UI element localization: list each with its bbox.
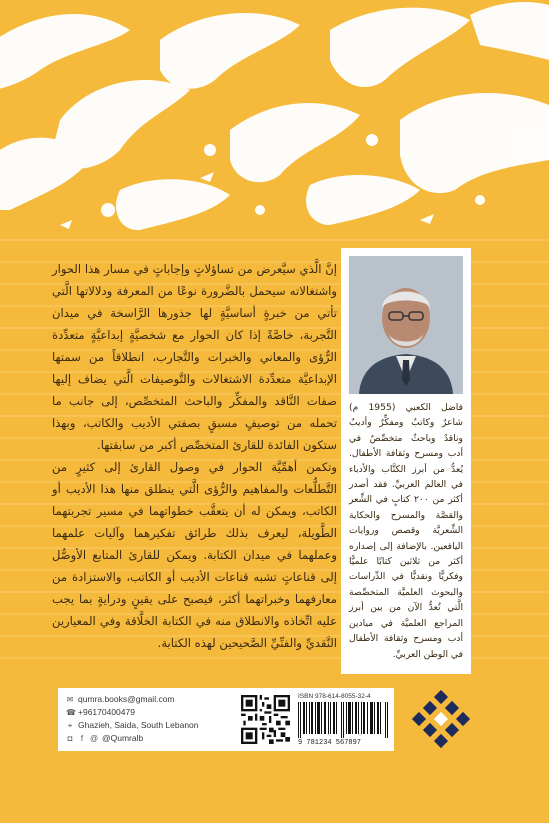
publisher-logo-icon [408,690,474,756]
author-photo [349,256,463,394]
instagram-icon: ◘ [67,733,73,743]
email-icon: ✉ [66,694,74,704]
at-icon: @ [90,733,99,743]
phone-text: +96170400479 [78,707,135,717]
author-bio: فاضل الكعبي (1955 م) شاعرٌ وكاتبٌ ومفكِّرٌ وأديبٌ وناقدٌ وباحثٌ متخصِّصٌ في أدب ومسرح وثقافة الأطفال. يُعدُّ من أبرز الكتَّاب والأدباء في العالم العربيِّ. فقد أصدر أكثر من ٢٠٠ كتابٍ في الشِّعر والقصَّة والمسرح والحكاية الشِّعريَّة وقصص وروايات اليافعين. بالإضافة إلى إصداره أكثر من ثلاثين كتابًا علميًّا وفكريًّا ونقديًّا في الدِّراسات والبحوث العلميَّة المتخصِّصة الَّتي تُعدُّ الآن من بين أبرز المراجع العلميَّة في ميادين أدب ومسرح وثقافة الأطفال في الوطن العربيِّ. [349,402,463,660]
barcode [298,702,388,738]
contact-address-row [66,719,216,732]
paragraph-2: وتكمن أهمِّيَّة الحوار في وصول القارئ إلى كثيرٍ من التَّطلُّعات والمفاهيم والرُّؤى الَّتي ينطلق منها هذا الأديب أو الكاتب، ويمكن له أن يتعقَّب خطواتهما في مسير تجربتهما الطَّويلة، ليعرف بذلك طرائق تفكيرهما وآليات علمهما وعملهما في ميدان الكتابة. ويمكن للقارئ المتابع الأوصُّل إلى قناعاتٍ تشبه قناعات الأديب أو الكاتب، والاستزادة من معارفهما وخبراتهما أكثر، فيصبح على يقينٍ ودرايةٍ بما يجب عليه اتِّخاذه والانطلاق منه في الكتابة الخلَّاقة وفي المعيارين النَّقديِّ والفنِّيِّ الصَّحيحين لهذه الكتابة. [52,460,337,650]
location-icon: ⌖ [67,720,73,730]
contact-phone-row[interactable] [66,706,216,719]
address-text: Ghazieh, Saida, South Lebanon [78,720,199,730]
contact-info [66,693,216,745]
phone-icon: ☎ [66,707,76,717]
paragraph-1: إنَّ الَّذي سيَّعرض من تساؤلاتٍ وإجاباتٍ في مسار هذا الحوار واشتغالاته سيحمل بالضَّرورة نوعًا من المعرفة ودلالاتها الَّتي تأتي من خبرةٍ أساسيَّةٍ لها جذورها الرَّاسخة في ميدان التَّجربة، خاصَّةً إذا كان الحوار مع شخصيَّةٍ إبداعيَّةٍ متعدِّدة الرُّؤى والمعاني والخبرات والتَّجارب، انطلاقاً من سمتها الإبداعيَّة متعدِّدة الاشتغالات والتَّوصيفات الَّتي يضاف إليها صفات النَّاقد والمفكِّر والباحث المتخصِّص، إلى جانب ما تحمله من توصيفٍ مسبقٍ بصفتي الأديب والكاتب، وبهذا ستكون الفائدة للقارئ المتخصِّص أكبر من سابقتها. [52,262,337,452]
qr-code[interactable] [241,695,290,744]
isbn-label: ISBN 978-614-8055-32-4 [298,693,371,700]
back-cover-text [52,258,337,654]
isbn-digits: 9 781234 567897 [298,739,362,747]
contact-social-row[interactable] [66,732,216,745]
footer-panel [58,688,394,751]
author-card [343,250,469,672]
social-handle: @Qumralb [102,733,144,743]
contact-email-row[interactable] [66,693,216,706]
email-text: qumra.books@gmail.com [78,694,175,704]
calligraphy-header [0,0,549,250]
facebook-icon: f [80,733,84,743]
